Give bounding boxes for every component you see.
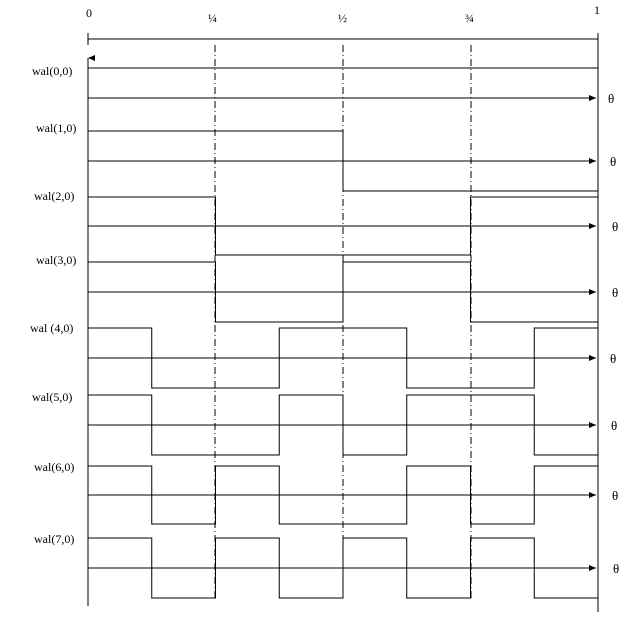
tick-label-1: 1 [594,3,600,17]
walsh-row-1 [36,121,616,191]
function-label: wal(1,0) [36,121,77,135]
tick-label-quarter: ¼ [208,11,217,25]
theta-label: θ [612,285,619,300]
tick-label-0: 0 [86,6,92,20]
function-label: wal(6,0) [34,460,75,474]
theta-label: θ [610,154,617,169]
function-label: wal(5,0) [32,390,73,404]
walsh-row-0 [32,64,614,106]
function-label: wal(3,0) [36,253,77,267]
theta-label: θ [608,91,615,106]
walsh-row-7 [34,532,619,598]
walsh-row-2 [34,189,618,255]
theta-label: θ [610,351,617,366]
tick-label-three-quarters: ¾ [465,11,474,25]
function-label: wal(0,0) [32,64,73,78]
theta-label: θ [613,561,620,576]
function-label: wal(2,0) [34,189,75,203]
walsh-row-6 [34,460,618,524]
tick-label-half: ½ [338,11,347,25]
top-axis [86,3,600,45]
walsh-function-rows [30,64,619,598]
walsh-row-3 [36,253,618,322]
walsh-row-4 [30,321,616,388]
theta-label: θ [612,219,619,234]
theta-label: θ [612,488,619,503]
function-label: wal(7,0) [34,532,75,546]
function-label: wal (4,0) [30,321,74,335]
walsh-row-5 [32,390,617,455]
theta-label: θ [611,418,618,433]
